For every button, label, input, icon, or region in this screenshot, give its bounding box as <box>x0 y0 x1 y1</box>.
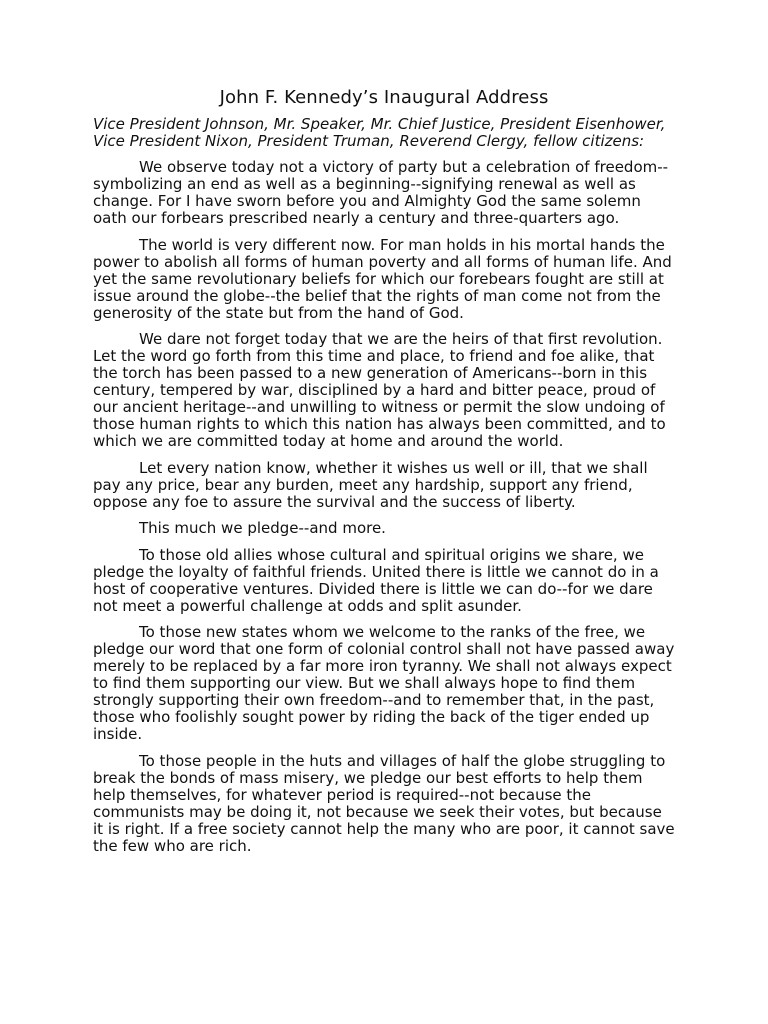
paragraph: We observe today not a victory of party but a celebration of freedom--symbolizing an end as well as a beginning--signifying renewal as well as change. For I have sworn before you and Almighty God the same solemn oath our forbears prescribed nearly a century and three-quarters ago. <box>93 158 669 227</box>
paragraph: We dare not forget today that we are the heirs of that first revolution. Let the word go forth from this time and place, to friend and foe alike, that the torch has been passed to a new generation of Americans--born in this century, tempered by war, disciplined by a hard and bitter peace, proud of our ancient heritage--and unwilling to witness or permit the slow undoing of those human rights to which this nation has always been committed, and to which we are committed today at home and around the world. <box>93 330 666 450</box>
document-page <box>93 86 675 864</box>
paragraph: The world is very different now. For man holds in his mortal hands the power to abolish all forms of human poverty and all forms of human life. And yet the same revolutionary beliefs for which our forebears fought are still at issue around the globe--the belief that the rights of man come not from the generosity of the state but from the hand of God. <box>93 235 672 322</box>
salutation: Vice President Johnson, Mr. Speaker, Mr. Chief Justice, President Eisenhower, Vice President Nixon, President Truman, Reverend Clergy, fellow citizens: <box>93 115 666 150</box>
paragraph: Let every nation know, whether it wishes us well or ill, that we shall pay any price, bear any burden, meet any hardship, support any friend, oppose any foe to assure the survival and the success of liberty. <box>93 458 648 511</box>
paragraph: To those old allies whose cultural and spiritual origins we share, we pledge the loyalty of faithful friends. United there is little we cannot do in a host of cooperative ventures. Divided there is little we can do--for we dare not meet a powerful challenge at odds and split asunder. <box>93 545 659 615</box>
paragraph: To those new states whom we welcome to the ranks of the free, we pledge our word that one form of colonial control shall not have passed away merely to be replaced by a far more iron tyranny. We shall not always expect to find them supporting our view. But we shall always hope to find them strongly supporting their own freedom--and to remember that, in the past, those who foolishly sought power by riding the back of the tiger ended up inside. <box>93 623 675 743</box>
paragraph: To those people in the huts and villages of half the globe struggling to break the bonds of mass misery, we pledge our best efforts to help them help themselves, for whatever period is required--not because the communists may be doing it, not because we seek their votes, but because it is right. If a free society cannot help the many who are poor, it cannot save the few who are rich. <box>93 751 675 855</box>
paragraph: This much we pledge--and more. <box>139 519 386 537</box>
document-title: John F. Kennedy’s Inaugural Address <box>219 87 549 108</box>
